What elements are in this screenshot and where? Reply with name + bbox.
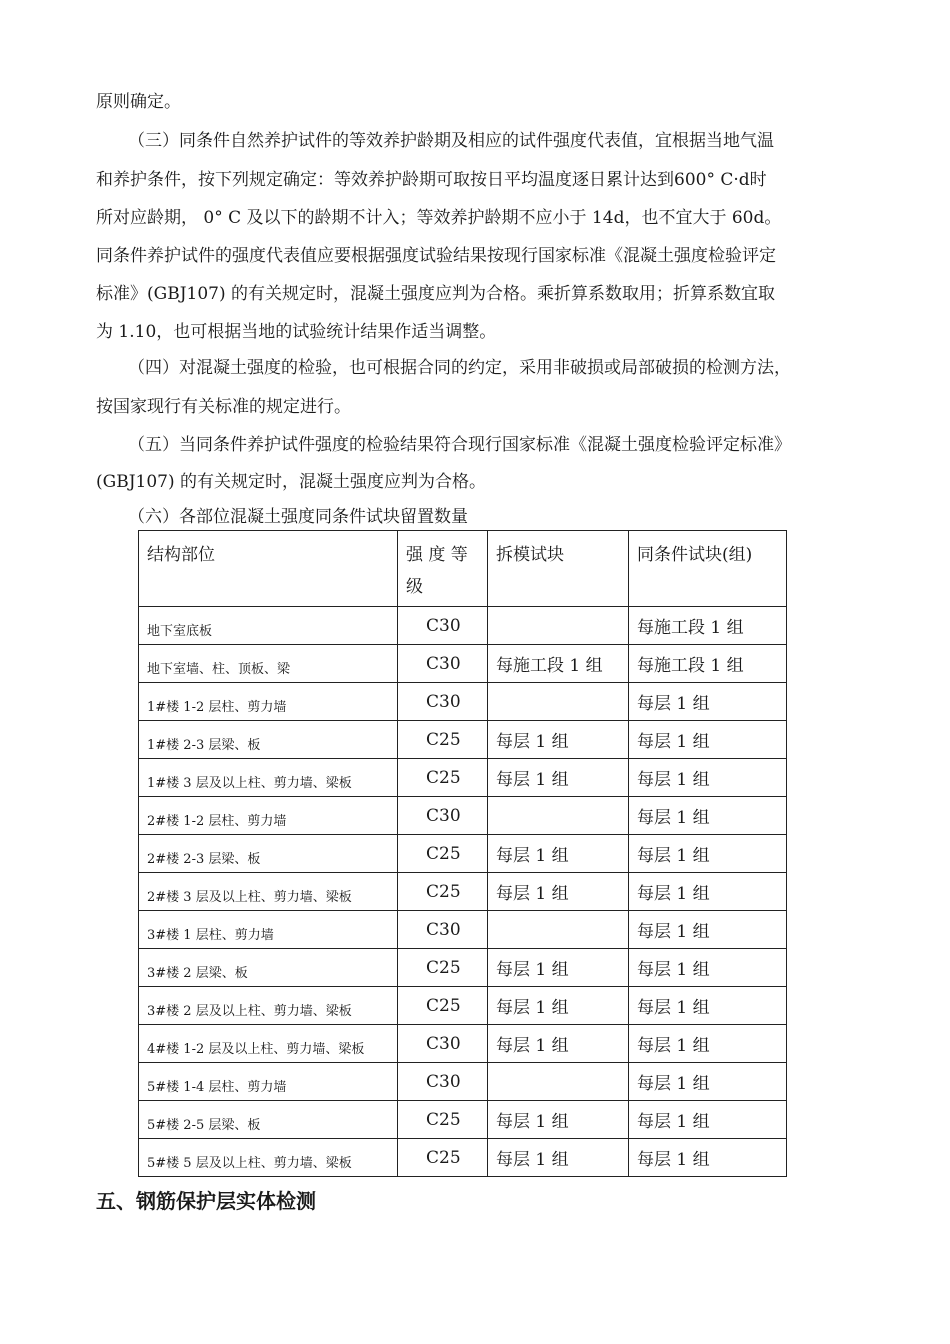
cell-form: 每层 1 组 [488, 1139, 629, 1177]
cell-same: 每层 1 组 [629, 1101, 787, 1139]
cell-form [488, 911, 629, 949]
header-part: 结构部位 [139, 531, 398, 607]
table-row [139, 911, 787, 949]
cell-part: 3#楼 1 层柱、剪力墙 [139, 911, 398, 949]
cell-grade: C25 [398, 873, 488, 911]
table-row [139, 949, 787, 987]
cell-grade: C30 [398, 1063, 488, 1101]
paragraph-line: (GBJ107) 的有关规定时，混凝土强度应判为合格。 [96, 472, 487, 492]
cell-grade: C25 [398, 949, 488, 987]
cell-same: 每层 1 组 [629, 1139, 787, 1177]
cell-grade: C25 [398, 721, 488, 759]
header-grade: 强 度 等 级 [398, 531, 488, 607]
cell-form [488, 1063, 629, 1101]
cell-same: 每层 1 组 [629, 987, 787, 1025]
paragraph-line: （三）同条件自然养护试件的等效养护龄期及相应的试件强度代表值，宜根据当地气温 [128, 131, 774, 151]
cell-grade: C30 [398, 1025, 488, 1063]
paragraph-line: 同条件养护试件的强度代表值应要根据强度试验结果按现行国家标准《混凝土强度检验评定 [96, 246, 776, 266]
table-row [139, 873, 787, 911]
cell-part: 1#楼 1-2 层柱、剪力墙 [139, 683, 398, 721]
table-row [139, 1063, 787, 1101]
cell-part: 3#楼 2 层梁、板 [139, 949, 398, 987]
cell-form: 每层 1 组 [488, 949, 629, 987]
cell-form: 每层 1 组 [488, 759, 629, 797]
table-header-row [139, 531, 787, 607]
cell-grade: C30 [398, 607, 488, 645]
cell-grade: C30 [398, 645, 488, 683]
paragraph-line: 为 1.10，也可根据当地的试验统计结果作适当调整。 [96, 322, 497, 342]
table-row [139, 759, 787, 797]
cell-grade: C25 [398, 835, 488, 873]
paragraph-line: （四）对混凝土强度的检验，也可根据合同的约定，采用非破损或局部破损的检测方法， [128, 358, 791, 378]
cell-same: 每层 1 组 [629, 759, 787, 797]
paragraph-line: （五）当同条件养护试件强度的检验结果符合现行国家标准《混凝土强度检验评定标准》 [128, 435, 791, 455]
cell-same: 每层 1 组 [629, 1063, 787, 1101]
cell-grade: C25 [398, 759, 488, 797]
paragraph-line: 按国家现行有关标准的规定进行。 [96, 397, 351, 417]
cell-part: 3#楼 2 层及以上柱、剪力墙、梁板 [139, 987, 398, 1025]
cell-grade: C30 [398, 683, 488, 721]
cell-same: 每层 1 组 [629, 835, 787, 873]
section-heading: 五、钢筋保护层实体检测 [96, 1189, 316, 1213]
cell-form: 每层 1 组 [488, 1025, 629, 1063]
table-row [139, 607, 787, 645]
cell-form [488, 607, 629, 645]
cell-same: 每层 1 组 [629, 683, 787, 721]
table-row [139, 987, 787, 1025]
cell-form: 每层 1 组 [488, 873, 629, 911]
cell-part: 地下室墙、柱、顶板、梁 [139, 645, 398, 683]
cell-part: 2#楼 2-3 层梁、板 [139, 835, 398, 873]
cell-grade: C25 [398, 1101, 488, 1139]
table-row [139, 797, 787, 835]
cell-grade: C30 [398, 911, 488, 949]
paragraph-line: 原则确定。 [96, 92, 181, 112]
header-same-condition-specimen: 同条件试块(组) [629, 531, 787, 607]
table-row [139, 835, 787, 873]
cell-grade: C30 [398, 797, 488, 835]
cell-form: 每层 1 组 [488, 1101, 629, 1139]
cell-same: 每施工段 1 组 [629, 607, 787, 645]
cell-part: 5#楼 1-4 层柱、剪力墙 [139, 1063, 398, 1101]
cell-part: 4#楼 1-2 层及以上柱、剪力墙、梁板 [139, 1025, 398, 1063]
cell-part: 地下室底板 [139, 607, 398, 645]
cell-form: 每层 1 组 [488, 721, 629, 759]
cell-part: 1#楼 2-3 层梁、板 [139, 721, 398, 759]
cell-grade: C25 [398, 1139, 488, 1177]
table-row [139, 645, 787, 683]
table-row [139, 1101, 787, 1139]
header-form-specimen: 拆模试块 [488, 531, 629, 607]
table-row [139, 1139, 787, 1177]
cell-grade: C25 [398, 987, 488, 1025]
cell-part: 2#楼 1-2 层柱、剪力墙 [139, 797, 398, 835]
cell-form [488, 797, 629, 835]
table-row [139, 683, 787, 721]
cell-form [488, 683, 629, 721]
paragraph-line: 和养护条件，按下列规定确定：等效养护龄期可取按日平均温度逐日累计达到600° C·d时 [96, 170, 767, 190]
cell-same: 每层 1 组 [629, 911, 787, 949]
table-row [139, 1025, 787, 1063]
cell-form: 每施工段 1 组 [488, 645, 629, 683]
specimen-table [138, 530, 787, 1177]
cell-part: 1#楼 3 层及以上柱、剪力墙、梁板 [139, 759, 398, 797]
cell-form: 每层 1 组 [488, 987, 629, 1025]
cell-same: 每层 1 组 [629, 721, 787, 759]
cell-same: 每层 1 组 [629, 873, 787, 911]
cell-part: 2#楼 3 层及以上柱、剪力墙、梁板 [139, 873, 398, 911]
cell-same: 每层 1 组 [629, 949, 787, 987]
paragraph-line: 标准》(GBJ107) 的有关规定时，混凝土强度应判为合格。乘折算系数取用；折算系数宜取 [96, 284, 776, 304]
paragraph-line: 所对应龄期， 0° C 及以下的龄期不计入；等效养护龄期不应小于 14d，也不宜大于 60d。 [96, 208, 782, 228]
cell-same: 每层 1 组 [629, 1025, 787, 1063]
table-caption: （六）各部位混凝土强度同条件试块留置数量 [128, 507, 468, 527]
cell-same: 每施工段 1 组 [629, 645, 787, 683]
table-row [139, 721, 787, 759]
cell-form: 每层 1 组 [488, 835, 629, 873]
cell-same: 每层 1 组 [629, 797, 787, 835]
cell-part: 5#楼 5 层及以上柱、剪力墙、梁板 [139, 1139, 398, 1177]
cell-part: 5#楼 2-5 层梁、板 [139, 1101, 398, 1139]
